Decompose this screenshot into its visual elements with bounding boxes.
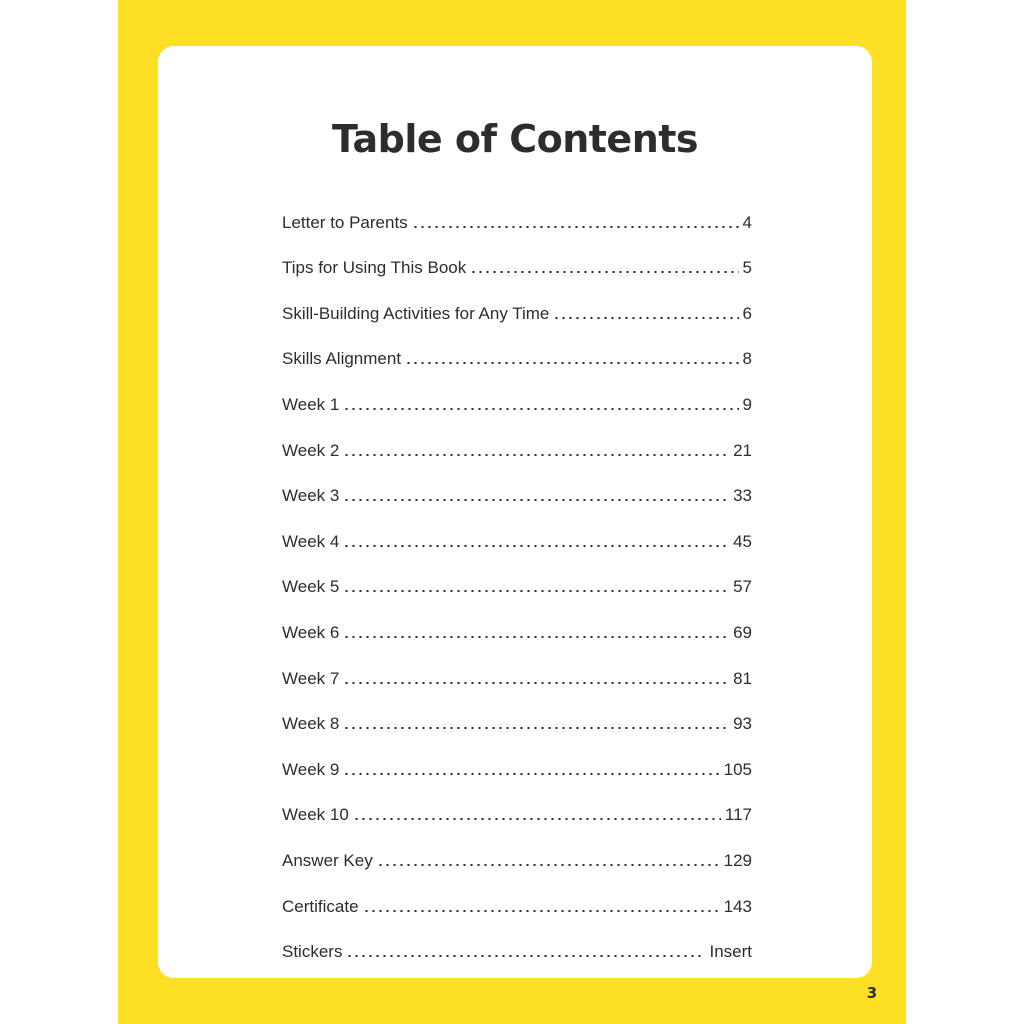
dot-leader: [343, 454, 729, 456]
toc-entry: [282, 743, 752, 789]
toc-entry-page: 117: [724, 805, 752, 825]
dot-leader: [553, 317, 738, 319]
toc-entry: [282, 424, 752, 470]
toc-entry-page: 6: [742, 303, 752, 323]
dot-leader: [346, 955, 705, 957]
toc-entry-label: Answer Key: [282, 850, 373, 870]
dot-leader: [470, 271, 738, 273]
toc-entry-label: Week 3: [282, 486, 340, 506]
toc-entry-label: Week 9: [282, 759, 340, 779]
dot-leader: [353, 818, 721, 820]
toc-entry-label: Week 6: [282, 622, 340, 642]
toc-entry: [282, 515, 752, 561]
dot-leader: [343, 727, 729, 729]
dot-leader: [412, 226, 739, 228]
toc-entry: [282, 926, 752, 972]
toc-entry-label: Week 8: [282, 714, 340, 734]
dot-leader: [377, 864, 720, 866]
toc-entry: [282, 652, 752, 698]
toc-entry: [282, 470, 752, 516]
toc-entry-label: Stickers: [282, 942, 343, 962]
dot-leader: [405, 362, 738, 364]
toc-entry-page: 33: [733, 486, 752, 506]
page-number: 3: [866, 984, 878, 1002]
toc-entry: [282, 561, 752, 607]
toc-entry: [282, 834, 752, 880]
dot-leader: [343, 408, 738, 410]
toc-entry-label: Skills Alignment: [282, 349, 402, 369]
toc-entry: [282, 606, 752, 652]
toc-entry-page: 4: [742, 212, 752, 232]
dot-leader: [343, 773, 719, 775]
toc-entry-page: Insert: [709, 942, 752, 962]
dot-leader: [343, 590, 729, 592]
toc-entry: [282, 880, 752, 926]
toc-entry-page: 8: [742, 349, 752, 369]
toc-entry-label: Week 1: [282, 394, 340, 414]
toc-entry: [282, 196, 752, 242]
toc-entry-page: 129: [723, 850, 752, 870]
toc-entry-page: 57: [733, 577, 752, 597]
toc-entry-label: Week 4: [282, 531, 340, 551]
toc-entry-label: Week 5: [282, 577, 340, 597]
toc-entry: [282, 287, 752, 333]
dot-leader: [343, 682, 729, 684]
toc-entry-label: Week 2: [282, 440, 340, 460]
toc-entry-page: 21: [733, 440, 752, 460]
toc-entry-page: 81: [733, 668, 752, 688]
toc-entry-page: 143: [723, 896, 752, 916]
dot-leader: [343, 636, 729, 638]
toc-entry: [282, 242, 752, 288]
toc-entry: [282, 698, 752, 744]
toc-entry-label: Tips for Using This Book: [282, 258, 467, 278]
toc-entry-page: 5: [742, 258, 752, 278]
dot-leader: [363, 910, 720, 912]
toc-entry-label: Week 10: [282, 805, 349, 825]
toc-entry: [282, 333, 752, 379]
toc-entry-page: 69: [733, 622, 752, 642]
toc-entry-page: 45: [733, 531, 752, 551]
table-of-contents-list: [282, 196, 752, 971]
toc-entry-page: 9: [742, 394, 752, 414]
page-background: [118, 0, 906, 1024]
toc-entry-page: 93: [733, 714, 752, 734]
toc-entry-label: Letter to Parents: [282, 212, 408, 232]
contents-panel: [158, 46, 872, 978]
page-title: Table of Contents: [331, 117, 699, 161]
toc-entry: [282, 789, 752, 835]
toc-entry-label: Week 7: [282, 668, 340, 688]
dot-leader: [343, 499, 729, 501]
toc-entry: [282, 378, 752, 424]
toc-entry-label: Skill-Building Activities for Any Time: [282, 303, 550, 323]
dot-leader: [343, 545, 729, 547]
toc-entry-page: 105: [723, 759, 752, 779]
toc-entry-label: Certificate: [282, 896, 359, 916]
